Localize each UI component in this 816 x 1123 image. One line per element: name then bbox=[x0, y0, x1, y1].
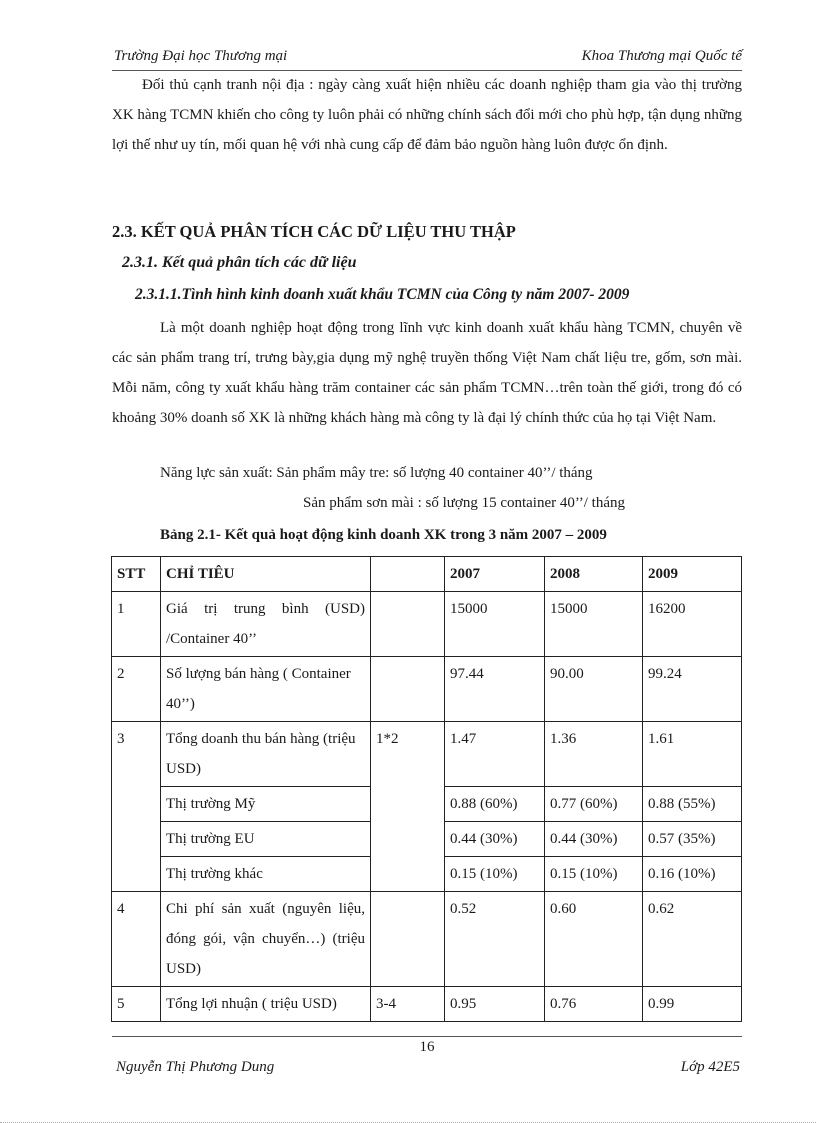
row-value-2008: 15000 bbox=[545, 592, 643, 657]
footer-author: Nguyễn Thị Phương Dung bbox=[116, 1059, 275, 1075]
col-header-stt: STT bbox=[112, 557, 161, 592]
row-value-2009: 16200 bbox=[643, 592, 742, 657]
row-value-2009: 0.62 bbox=[643, 892, 742, 987]
section-heading: 2.3. KẾT QUẢ PHÂN TÍCH CÁC DỮ LIỆU THU THẬP bbox=[112, 222, 516, 241]
row-formula bbox=[371, 657, 445, 722]
header-faculty: Khoa Thương mại Quốc tế bbox=[581, 48, 742, 64]
row-label: Tổng doanh thu bán hàng (triệu USD) bbox=[161, 722, 371, 787]
row-label: Thị trường Mỹ bbox=[161, 787, 371, 822]
page-header bbox=[112, 48, 742, 71]
page-number: 16 bbox=[419, 1039, 435, 1055]
header-university: Trường Đại học Thương mại bbox=[114, 48, 288, 64]
row-value-2007: 15000 bbox=[445, 592, 545, 657]
row-value-2007: 0.88 (60%) bbox=[445, 787, 545, 822]
row-stt: 1 bbox=[112, 592, 161, 657]
footer-class: Lớp 42E5 bbox=[680, 1059, 740, 1075]
row-value-2007: 0.44 (30%) bbox=[445, 822, 545, 857]
row-value-2008: 0.76 bbox=[545, 987, 643, 1022]
col-header-indicator: CHỈ TIÊU bbox=[161, 557, 371, 592]
table-row bbox=[112, 987, 742, 1022]
row-stt: 5 bbox=[112, 987, 161, 1022]
row-stt: 2 bbox=[112, 657, 161, 722]
row-value-2009: 1.61 bbox=[643, 722, 742, 787]
table-header-row bbox=[112, 557, 742, 592]
row-value-2007: 0.15 (10%) bbox=[445, 857, 545, 892]
row-formula bbox=[371, 892, 445, 987]
row-label: Tổng lợi nhuận ( triệu USD) bbox=[161, 987, 371, 1022]
row-value-2009: 0.88 (55%) bbox=[643, 787, 742, 822]
row-value-2008: 0.77 (60%) bbox=[545, 787, 643, 822]
row-stt: 4 bbox=[112, 892, 161, 987]
row-value-2007: 1.47 bbox=[445, 722, 545, 787]
row-value-2007: 97.44 bbox=[445, 657, 545, 722]
business-results-table bbox=[111, 556, 742, 1022]
table-caption: Bảng 2.1- Kết quả hoạt động kinh doanh XK trong 3 năm 2007 – 2009 bbox=[160, 527, 607, 543]
col-header-2008: 2008 bbox=[545, 557, 643, 592]
col-header-formula bbox=[371, 557, 445, 592]
row-value-2008: 0.44 (30%) bbox=[545, 822, 643, 857]
page-footer bbox=[112, 1036, 742, 1075]
row-value-2007: 0.52 bbox=[445, 892, 545, 987]
row-value-2009: 99.24 bbox=[643, 657, 742, 722]
table-row bbox=[112, 722, 742, 787]
subsubsection-heading: 2.3.1.1.Tình hình kinh doanh xuất khẩu TCMN của Công ty năm 2007- 2009 bbox=[135, 286, 630, 303]
table-row bbox=[112, 892, 742, 987]
row-label: Thị trường khác bbox=[161, 857, 371, 892]
intro-paragraph: Đối thủ cạnh tranh nội địa : ngày càng xuất hiện nhiều các doanh nghiệp tham gia vào thị trường XK hàng TCMN khiến cho công ty luôn phải có những chính sách đổi mới cho phù hợp, tận dụng những lợi thế như uy tín, mối quan hệ với nhà cung cấp để đảm bảo nguồn hàng luôn được ổn định. bbox=[112, 77, 742, 153]
table-row bbox=[112, 657, 742, 722]
col-header-2009: 2009 bbox=[643, 557, 742, 592]
row-label: Thị trường EU bbox=[161, 822, 371, 857]
row-value-2009: 0.99 bbox=[643, 987, 742, 1022]
row-value-2008: 90.00 bbox=[545, 657, 643, 722]
row-value-2009: 0.16 (10%) bbox=[643, 857, 742, 892]
row-value-2008: 0.60 bbox=[545, 892, 643, 987]
row-label: Chi phí sản xuất (nguyên liệu, đóng gói, vận chuyển…) (triệu USD) bbox=[161, 892, 371, 987]
row-formula: 1*2 bbox=[371, 722, 445, 892]
row-value-2009: 0.57 (35%) bbox=[643, 822, 742, 857]
capacity-line-bamboo: Năng lực sản xuất: Sản phẩm mây tre: số lượng 40 container 40’’/ tháng bbox=[160, 465, 593, 481]
row-label: Giá trị trung bình (USD) /Container 40’’ bbox=[161, 592, 371, 657]
capacity-line-lacquer: Sản phẩm sơn mài : số lượng 15 container 40’’/ tháng bbox=[303, 495, 625, 511]
row-value-2007: 0.95 bbox=[445, 987, 545, 1022]
col-header-2007: 2007 bbox=[445, 557, 545, 592]
row-stt: 3 bbox=[112, 722, 161, 892]
row-value-2008: 0.15 (10%) bbox=[545, 857, 643, 892]
table-row bbox=[112, 592, 742, 657]
subsection-heading: 2.3.1. Kết quả phân tích các dữ liệu bbox=[122, 254, 357, 271]
row-formula bbox=[371, 592, 445, 657]
row-value-2008: 1.36 bbox=[545, 722, 643, 787]
body-paragraph: Là một doanh nghiệp hoạt động trong lĩnh vực kinh doanh xuất khẩu hàng TCMN, chuyên về các sản phẩm trang trí, trưng bày,gia dụng mỹ nghệ truyền thống Việt Nam chất liệu tre, gốm, sơn mài. Mỗi năm, công ty xuất khẩu hàng trăm container các sản phẩm TCMN…trên toàn thế giới, trong đó có khoảng 30% doanh số XK là những khách hàng mà công ty là đại lý chính thức của họ tại Việt Nam. bbox=[112, 320, 742, 426]
row-formula: 3-4 bbox=[371, 987, 445, 1022]
row-label: Số lượng bán hàng ( Container 40’’) bbox=[161, 657, 371, 722]
